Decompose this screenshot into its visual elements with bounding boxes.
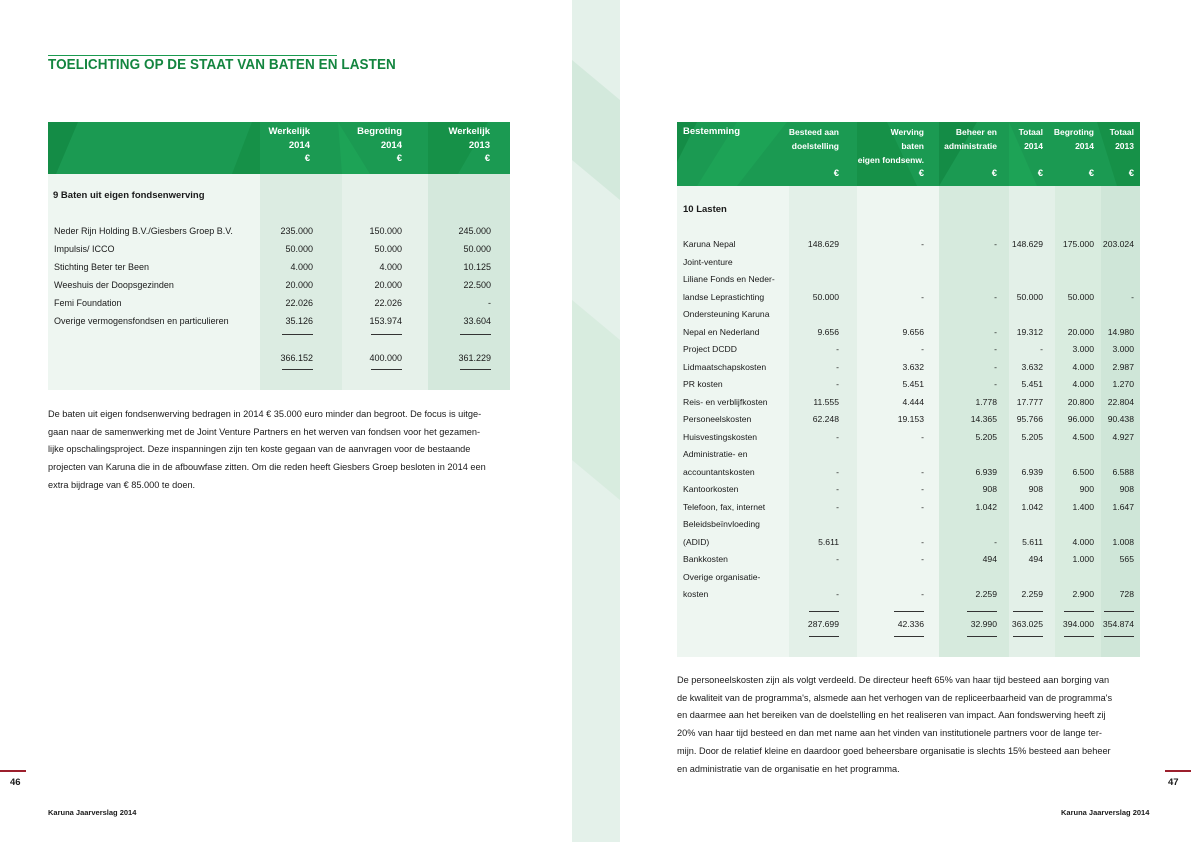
baten-table bbox=[48, 122, 510, 390]
header-bestemming: Bestemming bbox=[683, 126, 741, 137]
table-cell-value: 22.026 bbox=[285, 298, 313, 308]
page-gutter bbox=[572, 0, 620, 842]
table-cell-value: - bbox=[488, 298, 491, 308]
underline bbox=[967, 611, 997, 612]
table-cell-value: - bbox=[836, 554, 839, 564]
table-row-label: Administratie- en bbox=[683, 449, 748, 459]
table-cell-value: 22.500 bbox=[463, 280, 491, 290]
page-marker bbox=[0, 770, 26, 772]
table-row-label: Femi Foundation bbox=[54, 298, 122, 308]
table-row-label: Overige organisatie- bbox=[683, 571, 761, 582]
table-row-label: Ondersteuning Karuna bbox=[683, 309, 770, 319]
table-cell-value: 5.451 bbox=[902, 379, 924, 389]
table-row-label: PR kosten bbox=[683, 379, 723, 389]
table-row-label: Personeelskosten bbox=[683, 414, 752, 424]
table-cell-value: 19.153 bbox=[897, 414, 924, 424]
table-cell-value: - bbox=[836, 501, 839, 512]
underline bbox=[809, 636, 839, 637]
table-cell-value: 22.804 bbox=[1107, 396, 1134, 407]
table-cell-value: 17.777 bbox=[1016, 396, 1043, 407]
header-currency-4: € bbox=[1037, 168, 1043, 179]
table-cell-value: - bbox=[921, 291, 924, 302]
underline bbox=[460, 334, 491, 335]
table-row-label: Nepal en Nederland bbox=[683, 326, 760, 337]
table-cell-value: 150.000 bbox=[369, 226, 402, 236]
table-cell-value: 1.042 bbox=[975, 501, 997, 512]
table-cell-value: 908 bbox=[1119, 484, 1134, 494]
table-cell-value: 1.778 bbox=[975, 396, 997, 407]
header-currency-1: € bbox=[833, 168, 839, 179]
underline bbox=[1064, 636, 1094, 637]
table-cell-value: - bbox=[921, 536, 924, 547]
table-cell-value: 14.365 bbox=[970, 414, 997, 424]
table-cell-value: 5.451 bbox=[1021, 379, 1043, 389]
table-row-label: Project DCDD bbox=[683, 344, 737, 354]
header-col-3: Beheer en administratie bbox=[944, 127, 997, 151]
table-cell-value: 50.000 bbox=[812, 291, 839, 302]
table-cell-value: 5.205 bbox=[975, 431, 997, 442]
total-value: 42.336 bbox=[897, 618, 924, 629]
table-cell-value: - bbox=[994, 344, 997, 354]
table-row-label: Telefoon, fax, internet bbox=[683, 501, 766, 512]
underline bbox=[967, 636, 997, 637]
table-cell-value: 20.000 bbox=[285, 280, 313, 290]
double-underline bbox=[371, 369, 402, 370]
table-row-label: accountantskosten bbox=[683, 466, 755, 477]
table-cell-value: 9.656 bbox=[902, 326, 924, 337]
table-cell-value: 4.500 bbox=[1072, 431, 1094, 442]
table-header bbox=[677, 122, 1140, 186]
table-cell-value: 4.000 bbox=[290, 262, 313, 272]
header-col-3: Werkelijk 2013 € bbox=[448, 126, 490, 164]
table-row-label: Huisvestingskosten bbox=[683, 431, 758, 442]
total-value: 32.990 bbox=[970, 618, 997, 629]
total-value: 287.699 bbox=[807, 618, 839, 629]
table-cell-value: 35.126 bbox=[285, 316, 313, 326]
header-col-2: Begroting 2014 € bbox=[357, 126, 402, 164]
table-cell-value: 4.000 bbox=[379, 262, 402, 272]
table-cell-value: - bbox=[921, 554, 924, 564]
table-cell-value: - bbox=[921, 484, 924, 494]
table-cell-value: - bbox=[994, 326, 997, 337]
table-cell-value: 11.555 bbox=[813, 396, 839, 407]
total-col-3: 361.229 bbox=[458, 353, 491, 363]
double-underline bbox=[460, 369, 491, 370]
table-cell-value: 494 bbox=[982, 554, 997, 564]
header-col-1: Besteed aan doelstelling bbox=[788, 127, 839, 151]
table-row-label: Joint-venture bbox=[683, 256, 733, 267]
table-cell-value: 900 bbox=[1079, 484, 1094, 494]
table-cell-value: 1.008 bbox=[1112, 536, 1134, 547]
table-cell-value: 1.000 bbox=[1072, 554, 1094, 564]
table-cell-value: 20.000 bbox=[1067, 326, 1094, 337]
table-cell-value: 96.000 bbox=[1067, 414, 1094, 424]
table-cell-value: 6.939 bbox=[975, 466, 997, 477]
table-cell-value: 494 bbox=[1028, 554, 1043, 564]
title-rule bbox=[48, 55, 337, 56]
table-cell-value: 2.259 bbox=[1021, 589, 1043, 599]
table-cell-value: 22.026 bbox=[374, 298, 402, 308]
table-cell-value: - bbox=[1040, 344, 1043, 354]
table-row-label: Beleidsbeïnvloeding bbox=[683, 519, 760, 529]
table-cell-value: 10.125 bbox=[463, 262, 491, 272]
table-cell-value: - bbox=[994, 361, 997, 372]
table-row-label: Karuna Nepal bbox=[683, 239, 736, 249]
table-cell-value: 19.312 bbox=[1016, 326, 1043, 337]
table-cell-value: 153.974 bbox=[369, 316, 402, 326]
header-currency-6: € bbox=[1128, 168, 1134, 179]
table-row-label: Neder Rijn Holding B.V./Giesbers Groep B.V. bbox=[54, 226, 233, 236]
table-cell-value: 908 bbox=[982, 484, 997, 494]
total-col-2: 400.000 bbox=[369, 353, 402, 363]
table-cell-value: 33.604 bbox=[463, 316, 491, 326]
page-number-left: 46 bbox=[10, 777, 21, 788]
table-cell-value: - bbox=[921, 239, 924, 249]
page-number-right: 47 bbox=[1168, 777, 1179, 788]
table-cell-value: 6.939 bbox=[1021, 466, 1043, 477]
table-cell-value: - bbox=[994, 536, 997, 547]
total-value: 394.000 bbox=[1062, 618, 1094, 629]
table-cell-value: - bbox=[921, 344, 924, 354]
table-cell-value: 3.632 bbox=[1021, 361, 1043, 372]
table-cell-value: 9.656 bbox=[817, 326, 839, 337]
header-currency-2: € bbox=[918, 168, 924, 179]
section-title: 10 Lasten bbox=[683, 204, 727, 215]
underline bbox=[1013, 636, 1043, 637]
total-col-1: 366.152 bbox=[280, 353, 313, 363]
table-cell-value: 3.000 bbox=[1072, 344, 1094, 354]
table-cell-value: 50.000 bbox=[1067, 291, 1094, 302]
table-cell-value: 50.000 bbox=[285, 244, 313, 254]
table-cell-value: - bbox=[836, 484, 839, 494]
table-cell-value: 14.980 bbox=[1107, 326, 1134, 337]
table-cell-value: - bbox=[994, 239, 997, 249]
header-col-2: Werving baten eigen fondsenw. bbox=[857, 127, 924, 165]
table-cell-value: 728 bbox=[1119, 589, 1134, 599]
table-cell-value: 3.000 bbox=[1112, 344, 1134, 354]
page-title: TOELICHTING OP DE STAAT VAN BATEN EN LASTEN bbox=[48, 57, 396, 73]
section-title: 9 Baten uit eigen fondsenwerving bbox=[53, 190, 205, 201]
header-col-6: Totaal 2013 bbox=[1109, 127, 1134, 151]
total-value: 354.874 bbox=[1102, 618, 1134, 629]
table-cell-value: 4.000 bbox=[1072, 379, 1094, 389]
table-cell-value: - bbox=[836, 431, 839, 442]
table-cell-value: - bbox=[921, 589, 924, 599]
underline bbox=[809, 611, 839, 612]
table-row-label: Overige vermogensfondsen en particulieren bbox=[54, 316, 229, 326]
table-cell-value: 2.259 bbox=[975, 589, 997, 599]
underline bbox=[1104, 636, 1134, 637]
table-row-label: Reis- en verblijfkosten bbox=[683, 396, 768, 407]
underline bbox=[1104, 611, 1134, 612]
table-cell-value: 5.611 bbox=[1022, 536, 1043, 547]
table-cell-value: 245.000 bbox=[458, 226, 491, 236]
table-cell-value: 4.000 bbox=[1072, 536, 1094, 547]
table-cell-value: 5.611 bbox=[818, 536, 839, 547]
underline bbox=[1064, 611, 1094, 612]
table-cell-value: - bbox=[994, 291, 997, 302]
table-cell-value: 6.588 bbox=[1112, 466, 1134, 477]
table-cell-value: 20.000 bbox=[374, 280, 402, 290]
table-cell-value: 1.647 bbox=[1112, 501, 1134, 512]
table-cell-value: 565 bbox=[1119, 554, 1134, 564]
table-row-label: landse Leprastichting bbox=[683, 291, 765, 302]
total-value: 363.025 bbox=[1011, 618, 1043, 629]
table-cell-value: 5.205 bbox=[1021, 431, 1043, 442]
table-row-label: Stichting Beter ter Been bbox=[54, 262, 150, 272]
table-cell-value: - bbox=[836, 361, 839, 372]
footer-right: Karuna Jaarverslag 2014 bbox=[1061, 808, 1150, 817]
table-cell-value: 4.927 bbox=[1112, 431, 1134, 442]
table-cell-value: 4.444 bbox=[902, 396, 924, 407]
table-row-label: Impulsis/ ICCO bbox=[54, 244, 115, 254]
table-cell-value: 4.000 bbox=[1072, 361, 1094, 372]
table-cell-value: 148.629 bbox=[807, 239, 839, 249]
table-cell-value: 6.500 bbox=[1072, 466, 1094, 477]
table-cell-value: 50.000 bbox=[1016, 291, 1043, 302]
footer-left: Karuna Jaarverslag 2014 bbox=[48, 808, 137, 817]
table-cell-value: 90.438 bbox=[1107, 414, 1134, 424]
table-row-label: Weeshuis der Doopsgezinden bbox=[54, 280, 174, 290]
underline bbox=[371, 334, 402, 335]
table-cell-value: 50.000 bbox=[463, 244, 491, 254]
table-cell-value: - bbox=[921, 431, 924, 442]
header-col-1: Werkelijk 2014 € bbox=[268, 126, 310, 164]
table-cell-value: 2.900 bbox=[1072, 589, 1094, 599]
table-cell-value: - bbox=[1131, 291, 1134, 302]
lasten-table bbox=[677, 122, 1140, 657]
double-underline bbox=[282, 369, 313, 370]
table-cell-value: - bbox=[921, 501, 924, 512]
table-cell-value: 175.000 bbox=[1062, 239, 1094, 249]
underline bbox=[894, 611, 924, 612]
table-cell-value: 95.766 bbox=[1016, 414, 1043, 424]
table-cell-value: 1.400 bbox=[1072, 501, 1094, 512]
table-row-label: Bankkosten bbox=[683, 554, 728, 564]
header-currency-3: € bbox=[991, 168, 997, 179]
header-col-4: Totaal 2014 bbox=[1018, 127, 1043, 151]
table-cell-value: 203.024 bbox=[1102, 239, 1134, 249]
table-cell-value: - bbox=[921, 466, 924, 477]
underline bbox=[894, 636, 924, 637]
table-row-label: Lidmaatschapskosten bbox=[683, 361, 767, 372]
table-row-label: Liliane Fonds en Neder- bbox=[683, 274, 775, 284]
table-cell-value: - bbox=[836, 466, 839, 477]
table-row-label: kosten bbox=[683, 589, 709, 599]
table-cell-value: 62.248 bbox=[812, 414, 839, 424]
underline bbox=[282, 334, 313, 335]
baten-paragraph: De baten uit eigen fondsenwerving bedragen in 2014 € 35.000 euro minder dan begroot. De focus is uitge- gaan naar de samenwerking met de Joint Venture Partners en het werven van fondsen voor het gezamen- lijke opschalingsproject. Deze inspanningen zijn ten koste gegaan van de aanvragen voor de bestaande projecten van Karuna die in de afbouwfase zitten. Om die reden heeft Giesbers Groep besloten in 2014 een extra bijdrage van € 85.000 te doen. bbox=[48, 409, 486, 490]
table-cell-value: - bbox=[994, 379, 997, 389]
table-cell-value: 148.629 bbox=[1011, 239, 1043, 249]
table-cell-value: 3.632 bbox=[902, 361, 924, 372]
header-col-5: Begroting 2014 bbox=[1053, 127, 1094, 151]
table-cell-value: 50.000 bbox=[374, 244, 402, 254]
personeel-paragraph: De personeelskosten zijn als volgt verdeeld. De directeur heeft 65% van haar tijd besteed aan borging van de kwaliteit van de programma's, alsmede aan het verhogen van de repliceerbaarheid van de programma's en daarmee aan het bereiken van de doelstelling en het realiseren van impact. Aan fondswerving heeft zij 20% van haar tijd besteed en dan met name aan het vinden van institutionele partners voor de lange ter- mijn. Door de relatief kleine en daardoor goed beheersbare organisatie is slechts 15% besteed aan beheer en administratie van de organisatie en het programma. bbox=[677, 675, 1113, 774]
table-cell-value: 20.800 bbox=[1067, 396, 1094, 407]
table-cell-value: 1.042 bbox=[1021, 501, 1043, 512]
header-currency-5: € bbox=[1088, 168, 1094, 179]
table-cell-value: 2.987 bbox=[1112, 361, 1134, 372]
table-row-label: Kantoorkosten bbox=[683, 484, 739, 494]
table-cell-value: 908 bbox=[1028, 484, 1043, 494]
table-header bbox=[48, 122, 510, 174]
table-cell-value: - bbox=[836, 379, 839, 389]
table-cell-value: - bbox=[836, 589, 839, 599]
table-cell-value: - bbox=[836, 344, 839, 354]
table-cell-value: 235.000 bbox=[280, 226, 313, 236]
table-row-label: (ADID) bbox=[683, 536, 710, 547]
table-cell-value: 1.270 bbox=[1112, 379, 1134, 389]
underline bbox=[1013, 611, 1043, 612]
page-marker bbox=[1165, 770, 1191, 772]
